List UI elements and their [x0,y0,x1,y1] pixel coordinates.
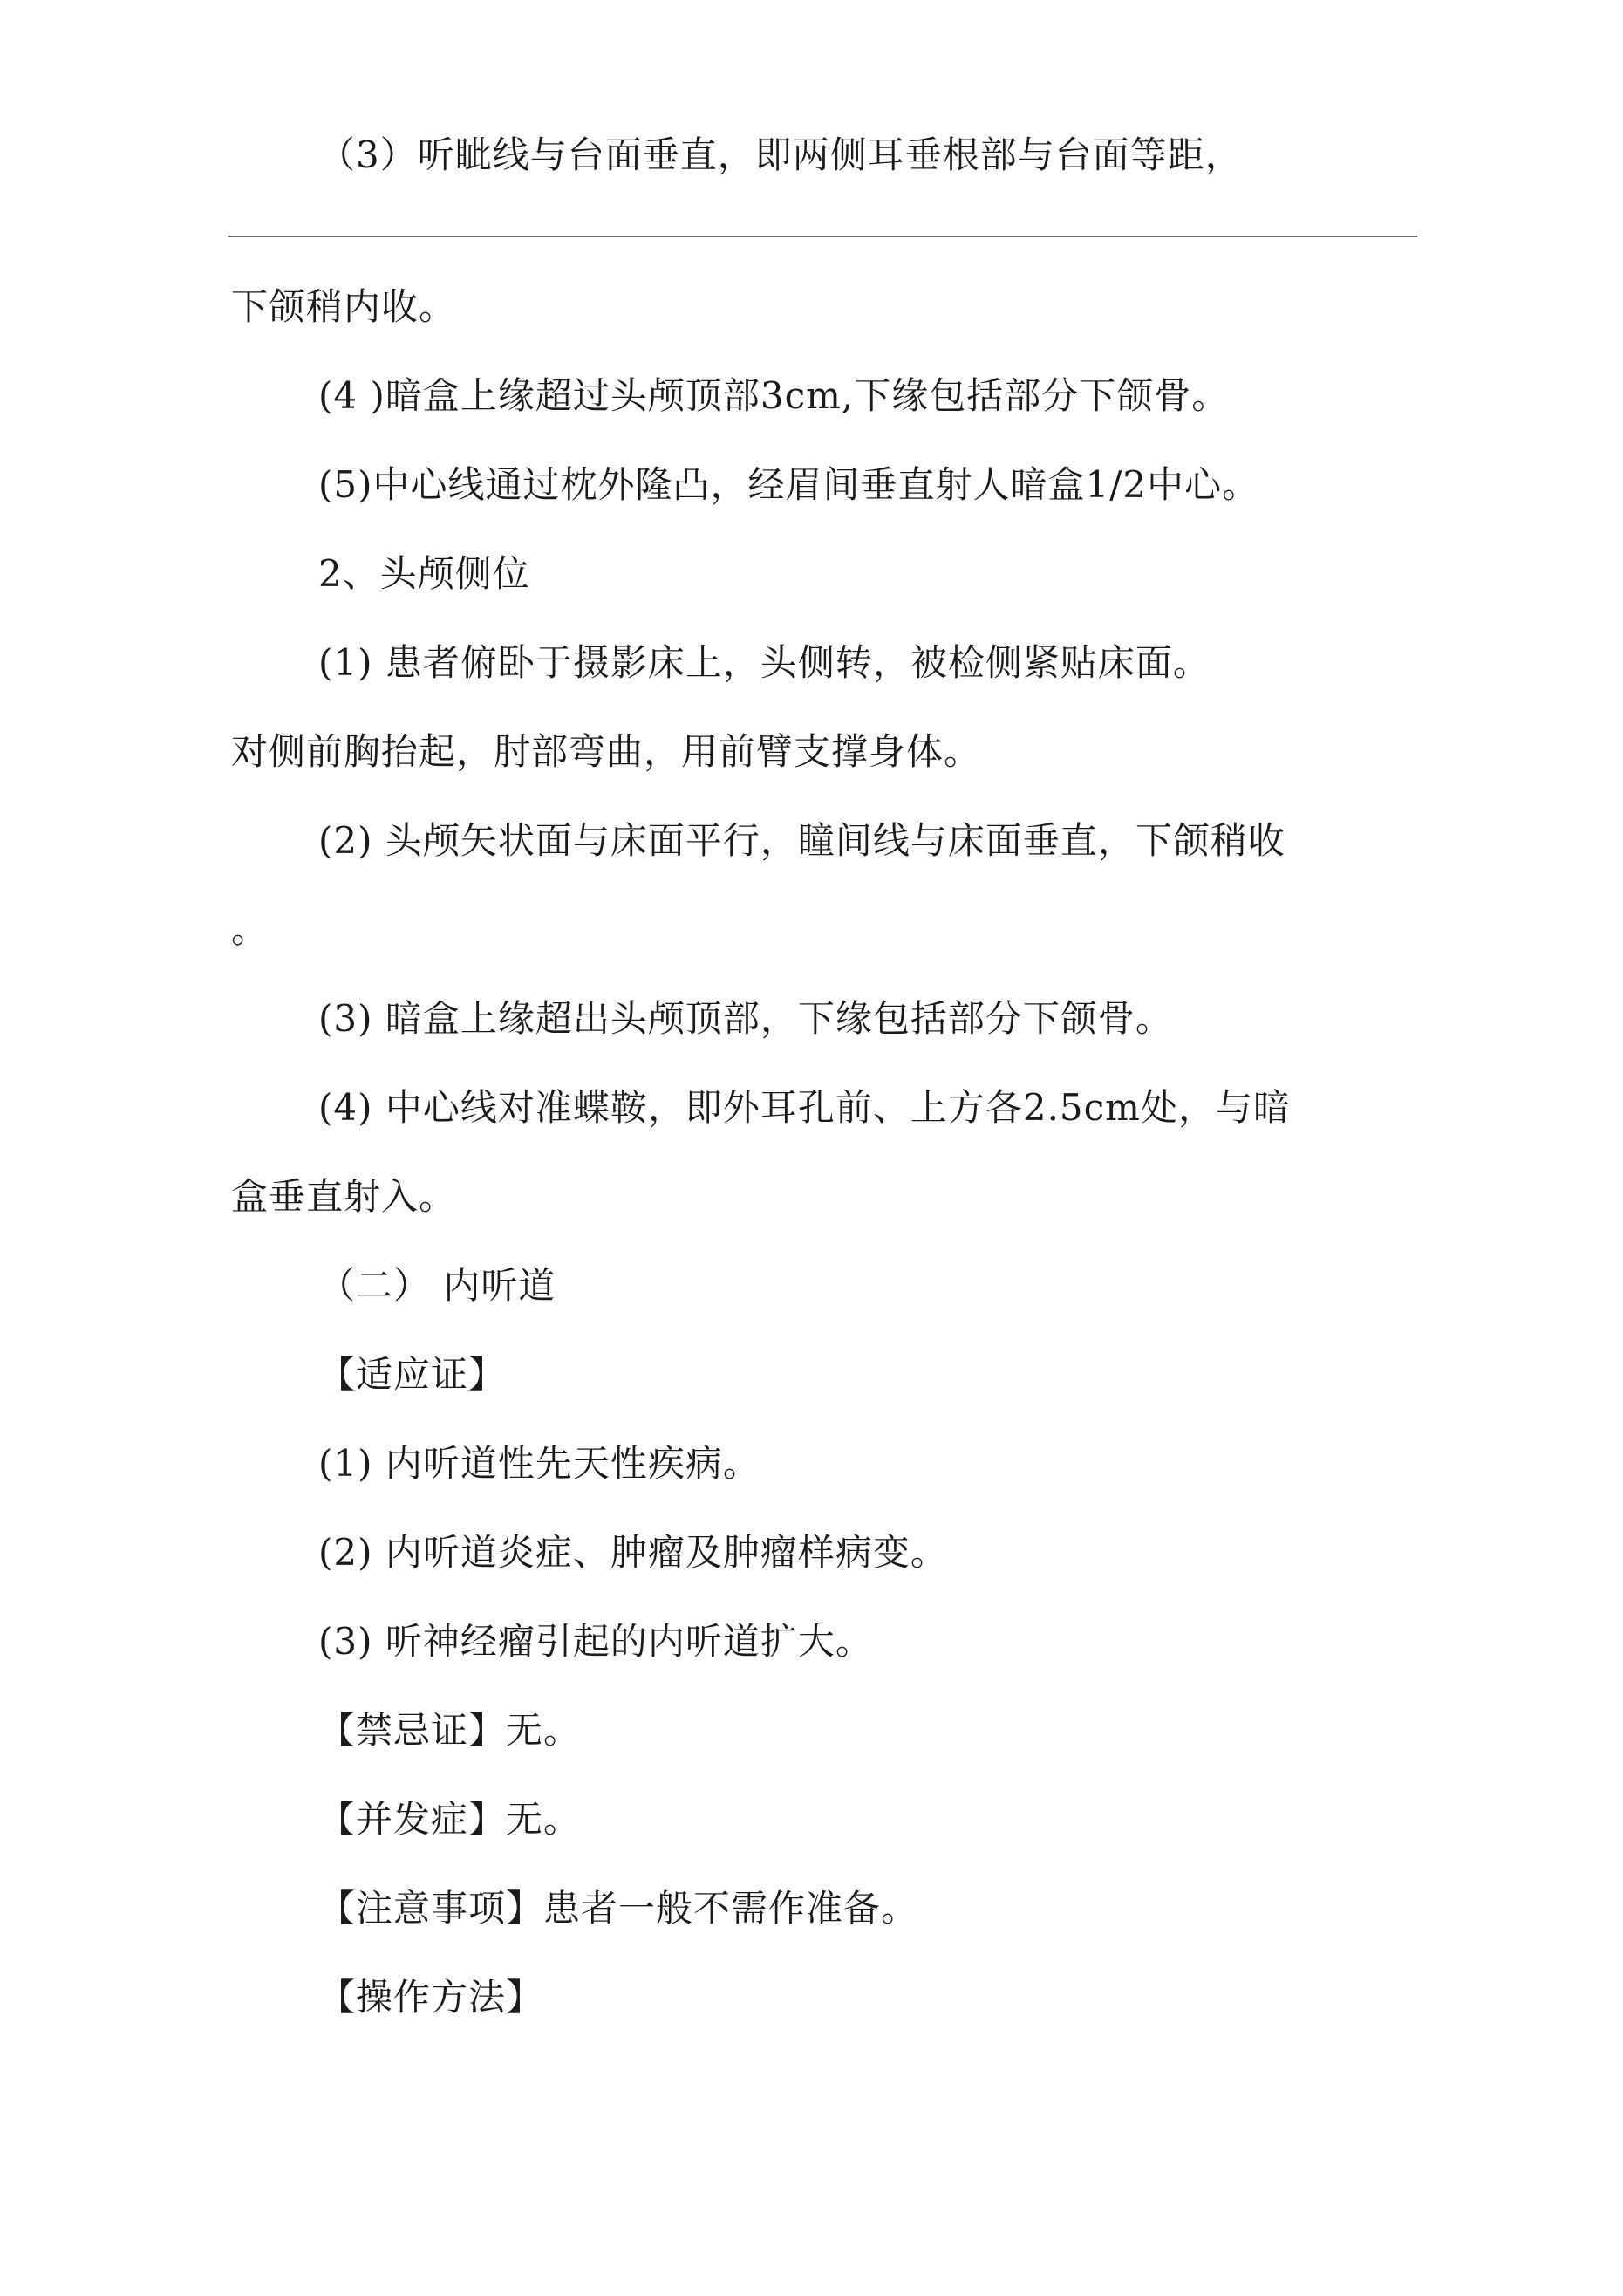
bracket-heading: 【禁忌证】无。 [318,1709,582,1752]
text-line: (1) 内听道性先天性疾病。 [318,1442,760,1485]
text-line: (4) 中心线对准蝶鞍，即外耳孔前、上方各2.5cm处，与暗 [318,1086,1291,1129]
bracket-heading: 【操作方法】 [318,1976,544,2019]
section-heading: 2、头颅侧位 [318,552,530,595]
bracket-heading: 【注意事项】患者一般不需作准备。 [318,1887,919,1930]
text-line: (4 )暗盒上缘超过头颅顶部3cm,下缘包括部分下颌骨。 [318,374,1230,417]
text-line: 下颌稍内收。 [231,285,457,328]
bracket-heading: 【并发症】无。 [318,1798,582,1841]
text-line: (3) 听神经瘤引起的内听道扩大。 [318,1620,873,1663]
bracket-heading: 【适应证】 [318,1353,507,1396]
text-line: 。 [231,908,269,951]
text-line: 对侧前胸抬起，肘部弯曲，用前臂支撑身体。 [231,730,982,773]
section-heading: （二） 内听道 [318,1264,556,1307]
text-line: (2) 头颅矢状面与床面平行，瞳间线与床面垂直，下颌稍收 [318,819,1285,862]
text-line: (3) 暗盒上缘超出头颅顶部，下缘包括部分下颌骨。 [318,997,1173,1040]
text-line: 盒垂直射入。 [231,1175,457,1218]
text-line: (5)中心线通过枕外隆凸，经眉间垂直射人暗盒1/2中心。 [318,463,1260,506]
text-line: (2) 内听道炎症、肿瘤及肿瘤样病变。 [318,1531,948,1574]
text-line: (1) 患者俯卧于摄影床上，头侧转，被检侧紧贴床面。 [318,641,1210,684]
text-line: （3）听眦线与台面垂直，即两侧耳垂根部与台面等距， [318,133,1243,176]
header-divider [228,236,1417,237]
